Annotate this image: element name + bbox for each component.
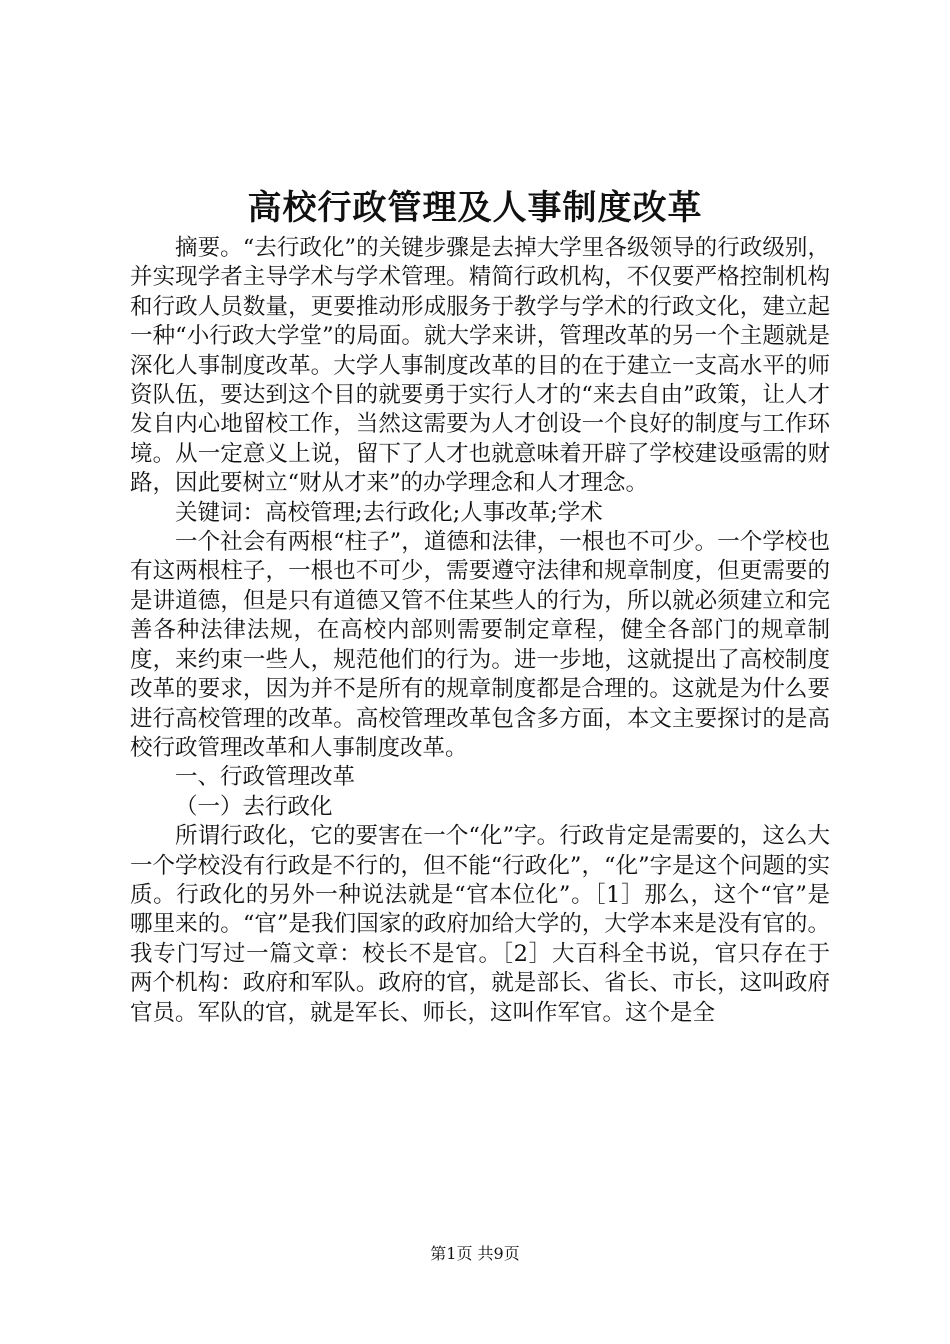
subsection-heading: （一）去行政化 <box>175 793 333 820</box>
abstract-paragraph: 摘要。“去行政化”的关键步骤是去掉大学里各级领导的行政级别，并实现学者主导学术与学术管理。精简行政机构，不仅要严格控制机构和行政人员数量，更要推动形成服务于教学与学术的行政文化，建立起一种“小行政大学堂”的局面。就大学来讲，管理改革的另一个主题就是深化人事制度改革。大学人事制度改革的目的在于建立一支高水平的师资队伍，要达到这个目的就要勇于实行人才的“来去自由”政策，让人才发自内心地留校工作，当然这需要为人才创设一个良好的制度与工作环境。从一定意义上说，留下了人才也就意味着开辟了学校建设亟需的财路，因此要树立“财从才来”的办学理念和人才理念。 <box>130 235 830 497</box>
document-body <box>130 234 830 1028</box>
body-paragraph: 所谓行政化，它的要害在一个“化”字。行政肯定是需要的，这么大一个学校没有行政是不行的，但不能“行政化”，“化”字是这个问题的实质。行政化的另外一种说法就是“官本位化”。［1］那么，这个“官”是哪里来的。“官”是我们国家的政府加给大学的，大学本来是没有官的。我专门写过一篇文章：校长不是官。［2］大百科全书说，官只存在于两个机构：政府和军队。政府的官，就是部长、省长、市长，这叫政府官员。军队的官，就是军长、师长，这叫作军官。这个是全 <box>130 823 830 1026</box>
document-title: 高校行政管理及人事制度改革 <box>247 188 703 228</box>
page-footer: 第1页 共9页 <box>430 1244 520 1263</box>
intro-paragraph: 一个社会有两根“柱子”，道德和法律，一根也不可少。一个学校也有这两根柱子，一根也不可少，需要遵守法律和规章制度，但更需要的是讲道德，但是只有道德又管不住某些人的行为，所以就必须建立和完善各种法律法规，在高校内部则需要制定章程，健全各部门的规章制度，来约束一些人，规范他们的行为。进一步地，这就提出了高校制度改革的要求，因为并不是所有的规章制度都是合理的。这就是为什么要进行高校管理的改革。高校管理改革包含多方面，本文主要探讨的是高校行政管理改革和人事制度改革。 <box>130 529 830 761</box>
section-heading: 一、行政管理改革 <box>175 764 356 791</box>
keywords-paragraph: 关键词：高校管理;去行政化;人事改革;学术 <box>175 499 603 526</box>
